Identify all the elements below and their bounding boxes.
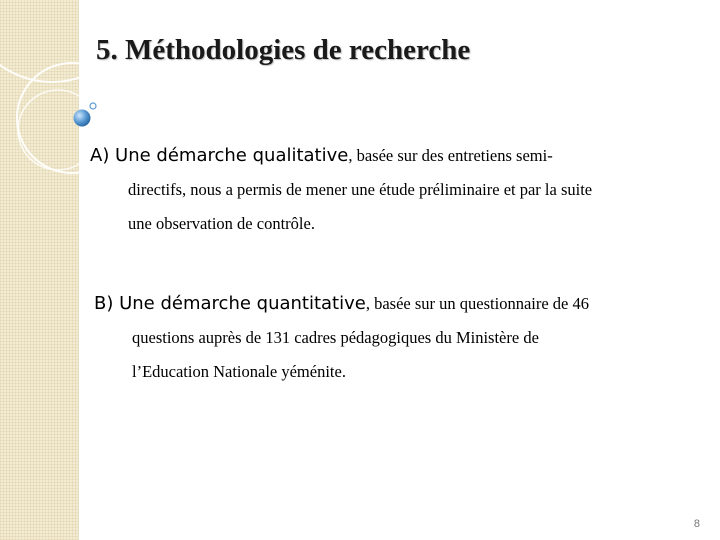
paragraph-lead: B) Une démarche quantitative (94, 293, 366, 314)
paragraph-line (90, 139, 710, 173)
paragraph-text: , basée sur des entretiens semi- (348, 146, 553, 165)
paragraph-line: directifs, nous a permis de mener une étude préliminaire et par la suite (128, 180, 593, 199)
paragraph-line: une observation de contrôle. (128, 214, 315, 233)
paragraph-line: questions auprès de 131 cadres pédagogiques du Ministère de (132, 328, 539, 347)
paragraph-line: l’Education Nationale yéménite. (132, 362, 346, 381)
paragraph-line (94, 287, 714, 321)
slide-title: 5. Méthodologies de recherche (96, 34, 471, 66)
paragraph-quantitative (94, 287, 714, 389)
page-number: 8 (693, 518, 700, 530)
bullet-orb-icon (74, 103, 97, 127)
paragraph-lead: A) Une démarche qualitative (90, 145, 349, 166)
paragraph-qualitative (90, 139, 710, 241)
paragraph-text: , basée sur un questionnaire de 46 (365, 294, 590, 313)
